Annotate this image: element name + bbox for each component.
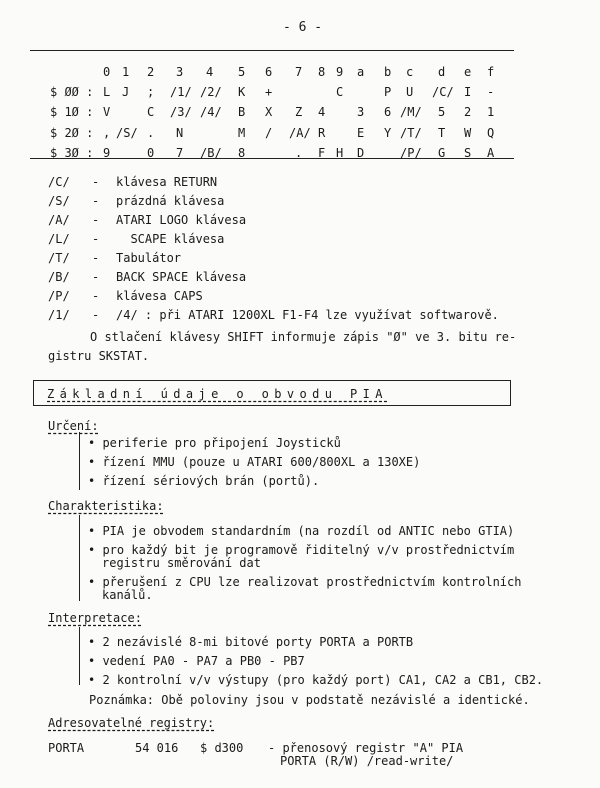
table-cell: N — [176, 126, 184, 140]
charakteristika-bracket — [79, 515, 80, 601]
table-cell: - — [487, 85, 495, 99]
table-cell: P — [384, 85, 392, 99]
table-column-header: 1 — [122, 65, 130, 79]
table-column-header: f — [487, 65, 495, 79]
table-cell: /M/ — [400, 105, 422, 119]
legend-key: /L/ — [48, 232, 70, 246]
table-column-header: 3 — [176, 65, 184, 79]
legend-dash: - — [92, 308, 100, 322]
table-cell: /B/ — [200, 146, 222, 160]
table-column-header: a — [357, 65, 365, 79]
legend-dash: - — [92, 175, 100, 189]
interpretace-bracket — [79, 627, 80, 685]
urceni-item-2: řízení MMU (pouze u ATARI 600/800XL a 130XE) — [102, 455, 421, 469]
table-column-header: 4 — [206, 65, 214, 79]
table-cell: /T/ — [400, 126, 422, 140]
table-cell: . — [147, 126, 155, 140]
table-cell: W — [464, 126, 472, 140]
table-cell: C — [336, 85, 344, 99]
legend-dash: - — [92, 270, 100, 284]
urceni-item-3: řízení sériových brán (portů). — [102, 474, 320, 488]
table-bottom-rule — [30, 158, 514, 159]
registry-heading: Adresovatelné registry: — [48, 716, 215, 730]
table-cell: 0 — [147, 146, 155, 160]
table-cell: /P/ — [400, 146, 422, 160]
table-column-header: b — [384, 65, 392, 79]
interpretace-item-2: vedení PA0 - PA7 a PB0 - PB7 — [102, 654, 305, 668]
table-cell: D — [357, 146, 365, 160]
list-item: • 2 kontrolní v/v výstupy (pro každý port) CA1, CA2 a CB1, CB2. — [88, 673, 544, 687]
register-description-2: PORTA (R/W) /read-write/ — [280, 754, 454, 768]
register-decimal-address: 54 016 — [135, 741, 179, 755]
legend-text: Tabulátor — [116, 251, 182, 265]
table-cell: Y — [384, 126, 392, 140]
legend-text: prázdná klávesa — [116, 194, 225, 208]
interpretace-note: Poznámka: Obě poloviny jsou v podstatě nezávislé a identické. — [89, 693, 530, 707]
legend-text: BACK SPACE klávesa — [116, 270, 247, 284]
table-cell: 3 — [357, 105, 365, 119]
table-cell: /4/ — [200, 105, 222, 119]
register-name: PORTA — [48, 741, 85, 755]
table-row-label: $ 1Ø : — [50, 105, 94, 119]
table-cell: + — [265, 85, 273, 99]
legend-dash: - — [92, 194, 100, 208]
legend-key: /1/ — [48, 308, 70, 322]
table-cell: /A/ — [289, 126, 311, 140]
table-cell: H — [336, 146, 344, 160]
table-column-header: 0 — [103, 65, 111, 79]
table-column-header: 8 — [318, 65, 326, 79]
table-cell: 7 — [176, 146, 184, 160]
legend-key: /A/ — [48, 213, 70, 227]
table-cell: /1/ — [170, 85, 192, 99]
shift-note-line-2: gistru SKSTAT. — [48, 349, 150, 363]
urceni-bracket — [79, 432, 80, 490]
table-column-header: 2 — [147, 65, 155, 79]
section-title: Základní údaje o obvodu PIA — [47, 387, 388, 401]
interpretace-item-1: 2 nezávislé 8-mi bitové porty PORTA a PORTB — [102, 635, 414, 649]
table-cell: Z — [295, 105, 303, 119]
list-item: • PIA je obvodem standardním (na rozdíl od ANTIC nebo GTIA) — [88, 524, 515, 538]
table-cell: R — [318, 126, 326, 140]
table-cell: L — [103, 85, 111, 99]
page-number: - 6 - — [283, 20, 323, 35]
table-cell: E — [357, 126, 365, 140]
table-cell: . — [295, 146, 303, 160]
table-cell: 8 — [238, 146, 246, 160]
list-item: • vedení PA0 - PA7 a PB0 - PB7 — [88, 654, 305, 668]
urceni-item-1: periferie pro připojení Joysticků — [102, 436, 341, 450]
table-column-header: 7 — [295, 65, 303, 79]
table-cell: /S/ — [116, 126, 138, 140]
legend-key: /T/ — [48, 251, 70, 265]
legend-dash: - — [92, 289, 100, 303]
table-column-header: e — [464, 65, 472, 79]
table-cell: 2 — [464, 105, 472, 119]
table-cell: A — [487, 146, 495, 160]
legend-dash: - — [92, 232, 100, 246]
shift-note-line-1: O stlačení klávesy SHIFT informuje zápis "Ø" ve 3. bitu re- — [90, 330, 517, 344]
table-column-header: 6 — [265, 65, 273, 79]
legend-text: klávesa CAPS — [116, 289, 203, 303]
legend-dash: - — [92, 213, 100, 227]
charakteristika-heading: Charakteristika: — [48, 499, 164, 513]
interpretace-heading: Interpretace: — [48, 611, 142, 625]
interpretace-item-3: 2 kontrolní v/v výstupy (pro každý port) CA1, CA2 a CB1, CB2. — [102, 673, 544, 687]
register-hex-address: $ d300 — [200, 741, 244, 755]
table-top-rule — [30, 50, 514, 51]
table-cell: I — [464, 85, 472, 99]
legend-text: klávesa RETURN — [116, 175, 218, 189]
table-cell: J — [122, 85, 130, 99]
list-item-cont: registru směrování dat — [102, 556, 261, 570]
list-item: • pro každý bit je programově řiditelný v/v prostřednictvím — [88, 543, 515, 557]
table-cell: / — [265, 126, 273, 140]
list-item-cont: kanálů. — [102, 588, 153, 602]
table-column-header: 9 — [336, 65, 344, 79]
table-cell: U — [406, 85, 414, 99]
table-cell: B — [238, 105, 246, 119]
legend-key: /P/ — [48, 289, 70, 303]
legend-text: SCAPE klávesa — [116, 232, 225, 246]
table-cell: 9 — [103, 146, 111, 160]
urceni-heading: Určení: — [48, 419, 99, 433]
table-cell: T — [438, 126, 446, 140]
table-column-header: d — [438, 65, 446, 79]
table-cell: C — [147, 105, 155, 119]
table-cell: V — [103, 105, 111, 119]
list-item: • periferie pro připojení Joysticků — [88, 436, 341, 450]
table-cell: K — [238, 85, 246, 99]
table-cell: /C/ — [432, 85, 454, 99]
table-cell: 1 — [487, 105, 495, 119]
table-cell: G — [438, 146, 446, 160]
table-cell: F — [318, 146, 326, 160]
table-cell: M — [238, 126, 246, 140]
table-cell: X — [265, 105, 273, 119]
table-cell: 5 — [438, 105, 446, 119]
legend-dash: - — [92, 251, 100, 265]
table-cell: Q — [487, 126, 495, 140]
legend-key: /C/ — [48, 175, 70, 189]
table-cell: /3/ — [170, 105, 192, 119]
table-cell: 4 — [318, 105, 326, 119]
legend-key: /B/ — [48, 270, 70, 284]
legend-key: /S/ — [48, 194, 70, 208]
table-cell: , — [103, 126, 111, 140]
list-item: • řízení sériových brán (portů). — [88, 474, 320, 488]
list-item: • 2 nezávislé 8-mi bitové porty PORTA a PORTB — [88, 635, 414, 649]
table-column-header: 5 — [238, 65, 246, 79]
table-row-label: $ 2Ø : — [50, 126, 94, 140]
table-cell: 6 — [384, 105, 392, 119]
charakteristika-item-1: PIA je obvodem standardním (na rozdíl od ANTIC nebo GTIA) — [102, 524, 515, 538]
table-row-label: $ ØØ : — [50, 85, 94, 99]
table-cell: ; — [147, 85, 155, 99]
table-cell: S — [464, 146, 472, 160]
charakteristika-item-3: přerušení z CPU lze realizovat prostřednictvím kontrolních — [102, 575, 522, 589]
list-item: • přerušení z CPU lze realizovat prostřednictvím kontrolních — [88, 575, 522, 589]
register-description: - přenosový registr "A" PIA — [268, 741, 464, 755]
table-row-label: $ 3Ø : — [50, 146, 94, 160]
charakteristika-item-2: pro každý bit je programově řiditelný v/v prostřednictvím — [102, 543, 515, 557]
list-item: • řízení MMU (pouze u ATARI 600/800XL a 130XE) — [88, 455, 421, 469]
legend-text: ATARI LOGO klávesa — [116, 213, 247, 227]
table-column-header: c — [406, 65, 414, 79]
table-cell: /2/ — [200, 85, 222, 99]
legend-text: /4/ : při ATARI 1200XL F1-F4 lze využívat softwarově. — [116, 308, 499, 322]
